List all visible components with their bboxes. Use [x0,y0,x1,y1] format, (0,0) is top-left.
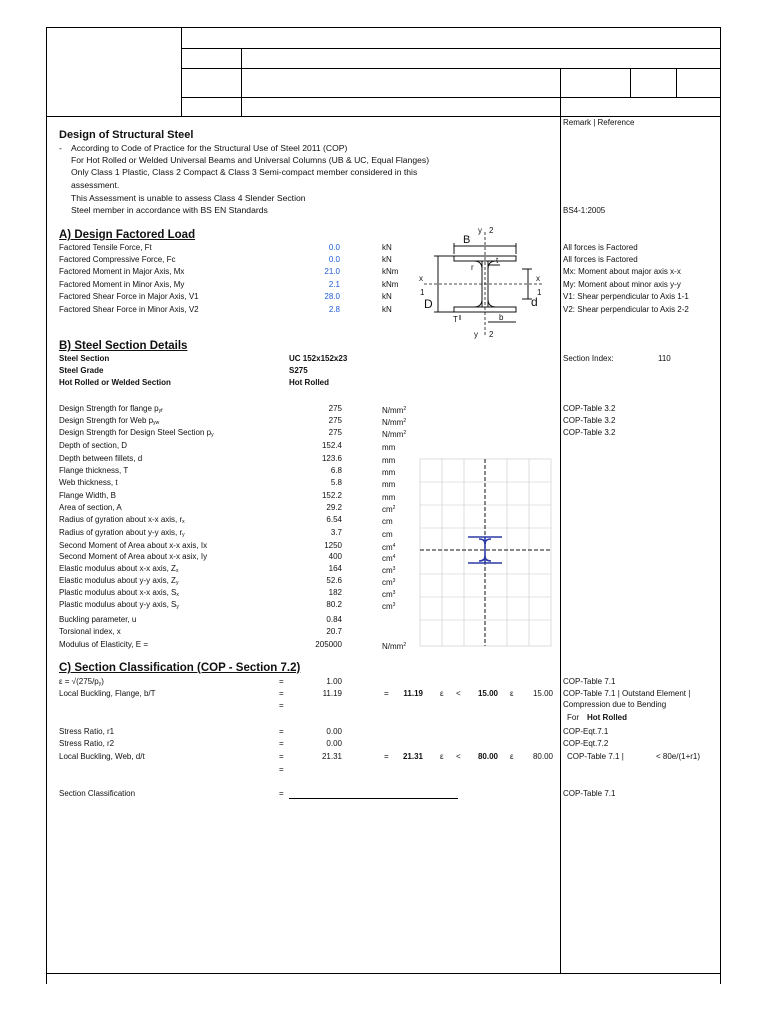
dim-t: t [496,256,499,265]
load-unit: kNm [382,280,399,289]
flange-bold-value: 11.19 [403,689,423,698]
property-unit: $cm^3$ [382,578,396,587]
load-value: 28.0 [324,292,340,301]
tb-h3 [181,97,721,98]
remark-bs: BS4-1:2005 [563,206,606,215]
section-c-heading: C) Section Classification (COP - Section 7.2) [59,662,301,674]
load-remark: V1: Shear perpendicular to Axis 1-1 [563,292,689,301]
dim-b: b [499,313,504,322]
tb-v4 [676,68,677,97]
load-remark: My: Moment about minor axis y-y [563,280,681,289]
property-unit: mm [382,480,396,489]
property-unit: mm [382,468,396,477]
load-label: Factored Moment in Minor Axis, My [59,280,185,289]
property-label: Design Strength for flange $p_{yf}$ [59,404,163,414]
flange-limit-2: 15.00 [532,689,553,698]
web-limit: 80.00 [477,752,498,761]
dim-1-right: 1 [537,288,542,297]
eps-remark: COP-Table 7.1 [563,677,616,686]
load-value: 0.0 [328,243,340,252]
property-value: 152.4 [321,441,342,450]
load-unit: kN [382,243,392,252]
property-value: 20.7 [326,627,342,636]
property-label: Flange thickness, T [59,466,129,475]
dim-T: T [453,315,458,324]
load-unit: kN [382,305,392,314]
dim-D: D [424,297,433,311]
load-unit: kN [382,255,392,264]
dim-x-left: x [419,274,423,283]
property-label: Radius of gyration about y-y axis, $r_y$ [59,528,185,538]
property-value: 152.2 [321,491,342,500]
property-unit: $cm^4$ [382,543,396,552]
flange-eps-2: ε [510,689,514,698]
eps-label: $\varepsilon = √(275/p_y)$ [59,677,104,687]
intro-bullet: - [59,143,62,153]
web-eps-2: ε [510,752,514,761]
property-value: 205000 [315,640,342,649]
dim-y-bot: y [474,330,478,339]
frame-right [720,27,721,984]
intro-line-6: Steel member in accordance with BS EN Standards [71,205,268,215]
flange-remark: COP-Table 7.1 | Outstand Element | [563,689,691,698]
property-value: 52.6 [326,576,342,585]
section-index-label: Section Index: [563,354,614,363]
steel-grade-value: S275 [289,366,308,375]
property-unit: $N/mm^2$ [382,418,407,427]
property-value: 275 [328,428,342,437]
load-label: Factored Compressive Force, Fc [59,255,176,264]
dim-y-top: y [478,226,482,235]
section-plot [420,459,551,646]
property-value: 400 [328,552,342,561]
tb-h2 [181,68,721,69]
property-label: Area of section, A [59,503,122,512]
header-bottom [46,116,721,117]
load-remark: Mx: Moment about major axis x-x [563,267,681,276]
web-value: 21.31 [321,752,342,761]
flange-limit: 15.00 [477,689,498,698]
property-unit: $cm^3$ [382,566,396,575]
steel-grade-label: Steel Grade [59,366,104,375]
dim-2-bot: 2 [489,330,494,339]
property-unit: mm [382,443,396,452]
web-eps-1: ε [440,752,444,761]
load-value: 0.0 [328,255,340,264]
load-value: 2.8 [328,305,340,314]
property-unit: cm [382,517,393,526]
property-label: Elastic modulus about y-y axis, $Z_y$ [59,576,179,586]
property-value: 275 [328,404,342,413]
page-title: Design of Structural Steel [59,129,194,141]
frame-left [46,27,47,984]
flange-eq2: = [384,689,389,698]
property-value: 3.7 [330,528,342,537]
section-index-value: 110 [658,354,671,363]
load-label: Factored Shear Force in Minor Axis, V2 [59,305,199,314]
flange-eps-1: ε [440,689,444,698]
property-unit: $cm^4$ [382,554,396,563]
property-label: Depth between fillets, d [59,454,143,463]
intro-line-5: This Assessment is unable to assess Class 4 Slender Section [71,193,306,203]
web-remark: COP-Table 7.1 | [567,752,624,761]
property-label: Radius of gyration about x-x axis, $r_x$ [59,515,185,525]
property-remark: COP-Table 3.2 [563,404,616,413]
load-value: 21.0 [324,267,340,276]
load-remark: V2: Shear perpendicular to Axis 2-2 [563,305,689,314]
web-limit-2: 80.00 [532,752,553,761]
for-label: For [567,713,579,722]
steel-section-label: Steel Section [59,354,110,363]
property-value: 123.6 [321,454,342,463]
r1-eq: = [279,727,284,736]
dim-r: r [471,263,474,272]
section-classification-label: Section Classification [59,789,136,798]
web-remark-2: < 80e/(1+r1) [656,752,701,761]
property-value: 6.8 [330,466,342,475]
dim-x-right: x [536,274,540,283]
hot-rolled-value: Hot Rolled [289,378,329,387]
stress-ratio-r2-label: Stress Ratio, r2 [59,739,115,748]
flange-remark-2: Compression due to Bending [563,700,667,709]
tb-v3 [630,68,631,97]
web-bold-value: 21.31 [402,752,423,761]
flange-lt: < [456,689,461,698]
property-label: Torsional index, x [59,627,121,636]
property-value: 0.84 [326,615,342,624]
web-eq3: = [279,765,284,774]
section-b-heading: B) Steel Section Details [59,340,188,352]
load-remark: All forces is Factored [563,243,638,252]
property-label: Plastic modulus about x-x axis, $S_x$ [59,588,179,598]
eps-eq: = [279,677,284,686]
property-unit: $cm^2$ [382,505,396,514]
steel-section-value: UC 152x152x23 [289,354,348,363]
load-label: Factored Moment in Major Axis, Mx [59,267,185,276]
intro-line-2: For Hot Rolled or Welded Universal Beams and Universal Columns (UB & UC, Equal Flanges) [71,155,430,165]
r1-remark: COP-Eqt.7.1 [563,727,609,736]
property-label: Buckling parameter, u [59,615,137,624]
dim-2-top: 2 [489,226,494,235]
load-label: Factored Tensile Force, Ft [59,243,152,252]
remark-divider [560,68,561,974]
property-unit: $N/mm^2$ [382,430,407,439]
web-eq2: = [384,752,389,761]
section-classification-result-line [289,798,458,799]
property-value: 182 [328,588,342,597]
property-label: Depth of section, D [59,441,128,450]
r2-eq: = [279,739,284,748]
tb-v2 [241,48,242,117]
property-unit: mm [382,493,396,502]
property-value: 164 [328,564,342,573]
property-value: 275 [328,416,342,425]
class-remark: COP-Table 7.1 [563,789,616,798]
web-buckling-label: Local Buckling, Web, d/t [59,752,145,761]
property-unit: $N/mm^2$ [382,406,407,415]
property-unit: $cm^3$ [382,590,396,599]
property-label: Modulus of Elasticity, E = [59,640,148,649]
property-remark: COP-Table 3.2 [563,428,616,437]
property-label: Plastic modulus about y-y axis, $S_y$ [59,600,179,610]
property-label: Second Moment of Area about x-x axis, Ix [59,541,208,550]
stress-ratio-r1-value: 0.00 [326,727,342,736]
intro-line-4: assessment. [71,180,120,190]
property-unit: $cm^3$ [382,602,396,611]
property-value: 80.2 [326,600,342,609]
class-eq: = [279,789,284,798]
property-label: Web thickness, t [59,478,118,487]
intro-line-3: Only Class 1 Plastic, Class 2 Compact & Class 3 Semi-compact member considered in this [71,167,418,177]
footer-line [46,973,721,974]
dim-B: B [463,234,471,246]
property-label: Design Strength for Design Steel Section $p_y$ [59,428,214,438]
property-value: 29.2 [326,503,342,512]
dim-d: d [531,295,538,309]
dim-1-left: 1 [420,288,425,297]
web-eq: = [279,752,284,761]
property-label: Design Strength for Web $p_{yw}$ [59,416,160,426]
flange-eq: = [279,689,284,698]
stress-ratio-r2-value: 0.00 [326,739,342,748]
eps-value: 1.00 [326,677,342,686]
property-label: Elastic modulus about x-x axis, $Z_x$ [59,564,179,574]
web-lt: < [456,752,461,761]
load-unit: kN [382,292,392,301]
property-label: Second Moment of Area about x-x asix, Iy [59,552,208,561]
flange-buckling-label: Local Buckling, Flange, b/T [59,689,156,698]
load-value: 2.1 [328,280,340,289]
property-unit: cm [382,530,393,539]
intro-line-1: According to Code of Practice for the Structural Use of Steel 2011 (COP) [71,143,348,153]
load-label: Factored Shear Force in Major Axis, V1 [59,292,199,301]
flange-value: 11.19 [322,689,342,698]
load-unit: kNm [382,267,399,276]
remark-header: Remark | Reference [563,118,635,127]
flange-eq3: = [279,701,284,710]
stress-ratio-r1-label: Stress Ratio, r1 [59,727,115,736]
property-value: 6.54 [326,515,342,524]
property-label: Flange Width, B [59,491,116,500]
for-value: Hot Rolled [587,713,627,722]
property-unit: $N/mm^2$ [382,642,407,651]
property-value: 5.8 [330,478,342,487]
tb-v1 [181,27,182,117]
section-a-heading: A) Design Factored Load [59,229,196,241]
load-remark: All forces is Factored [563,255,638,264]
hot-rolled-label: Hot Rolled or Welded Section [59,378,171,387]
frame-top [46,27,721,28]
tb-h1 [181,48,721,49]
i-section-diagram [416,224,556,342]
property-remark: COP-Table 3.2 [563,416,616,425]
property-unit: mm [382,456,396,465]
property-value: 1250 [324,541,342,550]
r2-remark: COP-Eqt.7.2 [563,739,609,748]
